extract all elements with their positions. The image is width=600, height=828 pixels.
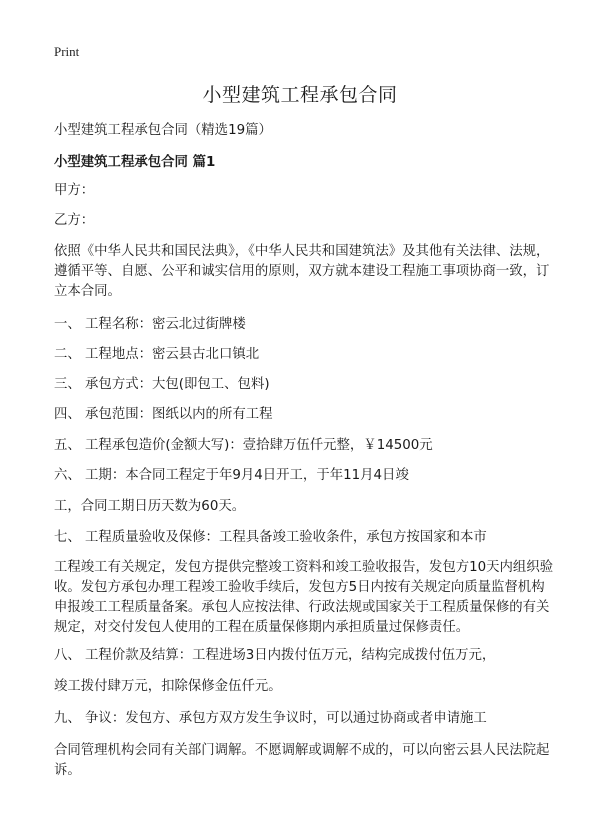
document-subtitle: 小型建筑工程承包合同（精选19篇） [54, 123, 272, 138]
clause-project-name: 一、 工程名称：密云北过街牌楼 [54, 317, 246, 332]
document-title: 小型建筑工程承包合同 [202, 84, 398, 106]
print-link[interactable]: Print [54, 44, 80, 59]
clause-payment: 八、 工程价款及结算：工程进场3日内拨付伍万元，结构完成拨付伍万元， [54, 648, 496, 663]
section-heading: 小型建筑工程承包合同 篇1 [54, 155, 216, 170]
party-a: 甲方： [54, 183, 95, 198]
clause-dispute: 九、 争议：发包方、承包方双方发生争议时，可以通过协商或者申请施工 [54, 711, 487, 726]
intro-paragraph: 依照《中华人民共和国民法典》，《中华人民共和国建筑法》及其他有关法律、法规，遵循平等、自愿、公平和诚实信用的原则，双方就本建设工程施工事项协商一致，订立本合同。 [54, 244, 550, 299]
clause-quality-acceptance-continued: 工程竣工有关规定，发包方提供完整竣工资料和竣工验收报告，发包方10天内组织验收。发包方承包办理工程竣工验收手续后，发包方5日内按有关规定向质量监督机构申报竣工工程质量备案。承包人应按法律、行政法规或国家关于工程质量保修的有关规定，对交付发包人使用的工程在质量保修期内承担质量过保修责任。 [54, 560, 554, 635]
clause-project-location: 二、 工程地点：密云县古北口镇北 [54, 347, 260, 362]
clause-contract-scope: 四、 承包范围：图纸以内的所有工程 [54, 407, 273, 422]
clause-payment-continued: 竣工拨付肆万元，扣除保修金伍仟元。 [54, 679, 282, 694]
clause-dispute-continued: 合同管理机构会同有关部门调解。不愿调解或调解不成的，可以向密云县人民法院起诉。 [54, 743, 550, 778]
clause-quality-acceptance: 七、 工程质量验收及保修：工程具备竣工验收条件，承包方按国家和本市 [54, 530, 487, 545]
clause-schedule: 六、 工期：本合同工程定于年9月4日开工，于年11月4日竣 [54, 468, 409, 483]
clause-contract-price: 五、 工程承包造价(金额大写)：壹拾肆万伍仟元整，￥14500元 [54, 438, 433, 453]
clause-schedule-continued: 工，合同工期日历天数为60天。 [54, 499, 246, 514]
party-b: 乙方： [54, 213, 95, 228]
clause-contract-method: 三、 承包方式：大包(即包工、包料) [54, 377, 270, 392]
